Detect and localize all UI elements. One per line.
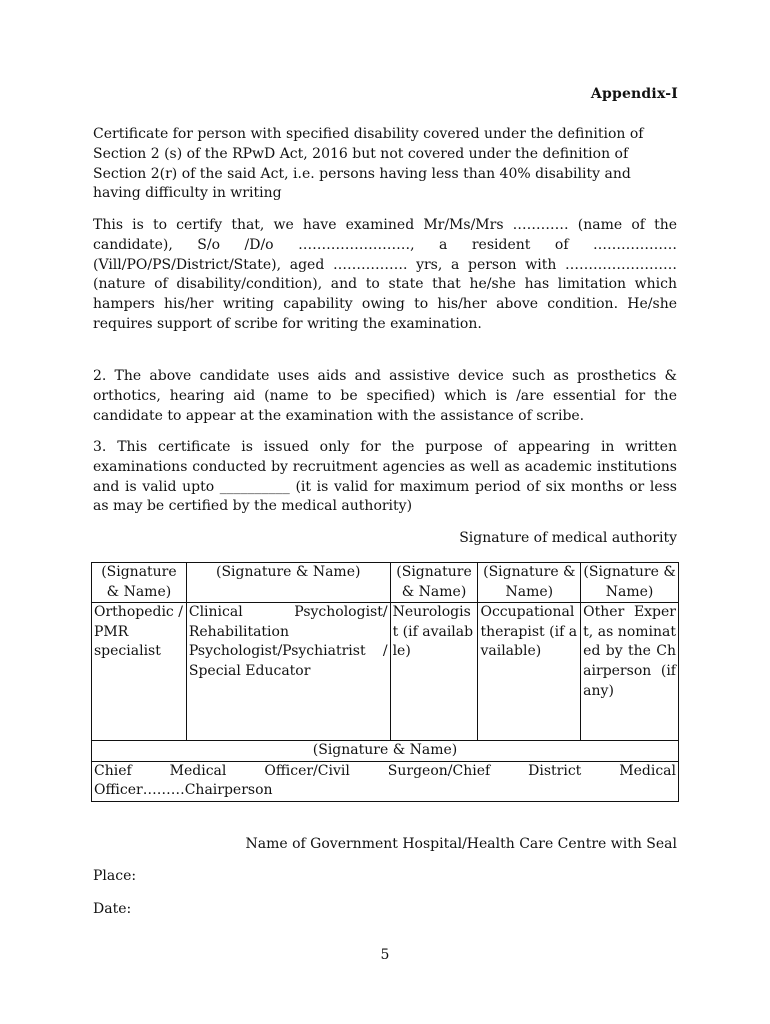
role-orthopedic: Orthopedic / PMR specialist: [92, 603, 187, 741]
hospital-seal-label: Name of Government Hospital/Health Care Centre with Seal: [245, 836, 677, 852]
chairperson-line-2: Officer………Chairperson: [94, 782, 273, 799]
place-label: Place:: [93, 868, 137, 884]
appendix-heading: Appendix-I: [590, 86, 678, 102]
point-3-paragraph: 3. This certificate is issued only for the purpose of appearing in written examinations conducted by recruitment agencies as well as academic institutions and is valid upto __________ (it is valid for maximum period of six months or less as may be certified by the medical authority): [93, 439, 677, 515]
role-occupational-therapist: Occupational therapist (if available): [478, 603, 581, 741]
intro-paragraph: Certificate for person with specified disability covered under the definition of Section 2 (s) of the RPwD Act, 2016 but not covered under the definition of Section 2(r) of the said Act, i.e. persons having less than 40% disability and having difficulty in writing: [93, 126, 644, 202]
signature-cell-1: (Signature & Name): [92, 563, 187, 603]
point-2-paragraph: 2. The above candidate uses aids and assistive device such as prosthetics & orthotics, hearing aid (name to be specified) which is /are essential for the candidate to appear at the examination with the assistance of scribe.: [93, 368, 677, 424]
page-number: 5: [380, 947, 390, 963]
medical-authority-table: [91, 562, 679, 802]
chair-signature-cell: (Signature & Name): [92, 741, 679, 762]
signature-cell-5: (Signature & Name): [581, 563, 679, 603]
chair-signature-row: [92, 741, 679, 762]
chairperson-line-1: Chief Medical Officer/Civil Surgeon/Chief District Medical: [94, 762, 676, 779]
signature-cell-4: (Signature & Name): [478, 563, 581, 603]
signature-cell-2: (Signature & Name): [186, 563, 390, 603]
medical-authority-signature-label: Signature of medical authority: [459, 530, 677, 546]
date-label: Date:: [93, 901, 132, 917]
certify-paragraph: This is to certify that, we have examined Mr/Ms/Mrs ………… (name of the candidate), S/o /D/o ……………………, a resident of ………………(Vill/PO/PS/District/State), aged ……………. yrs, a person with …………………… (nature of disability/condition), and to state that he/she has limitation which hampers his/her writing capability owing to his/her above condition. He/she requires support of scribe for writing the examination.: [93, 217, 677, 332]
signature-cell-3: (Signature & Name): [390, 563, 478, 603]
role-neurologist: Neurologist (if available): [390, 603, 478, 741]
role-psychologist: Clinical Psychologist/ Rehabilitation Psychologist/Psychiatrist / Special Educator: [186, 603, 390, 741]
chairperson-cell: [92, 761, 679, 801]
table-header-row: [92, 563, 679, 603]
role-other-expert: Other Expert, as nominated by the Chairperson (if any): [581, 603, 679, 741]
chairperson-row: [92, 761, 679, 801]
table-role-row: [92, 603, 679, 741]
